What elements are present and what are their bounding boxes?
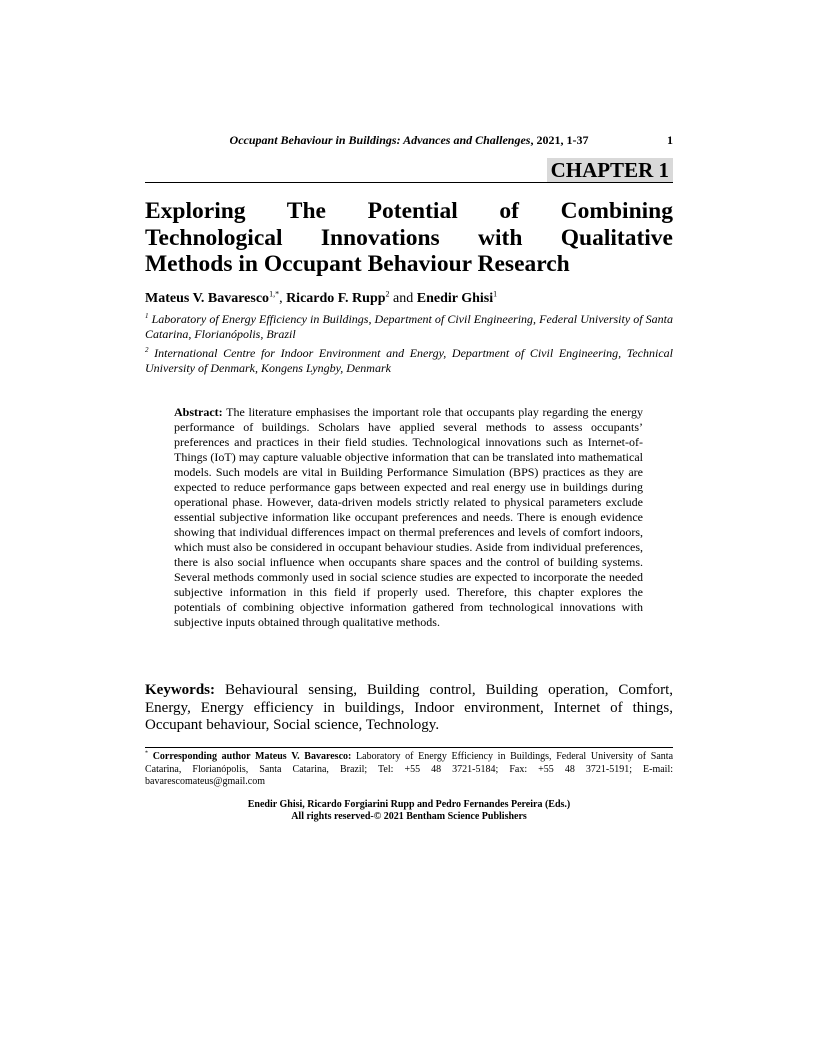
chapter-title	[145, 198, 673, 278]
abstract-label: Abstract:	[174, 405, 223, 419]
page-number: 1	[667, 133, 673, 147]
footnote-mark: *	[145, 750, 148, 757]
chapter-label: CHAPTER 1	[547, 158, 673, 183]
author-separator: and	[389, 291, 417, 306]
editors-line: Enedir Ghisi, Ricardo Forgiarini Rupp and Pedro Fernandes Pereira (Eds.)	[247, 799, 571, 810]
keywords	[145, 682, 673, 735]
abstract	[174, 405, 643, 630]
affiliation-mark: 1	[145, 312, 149, 320]
author-name: Mateus V. Bavaresco	[145, 291, 270, 306]
journal-year-pages: , 2021, 1-37	[530, 133, 589, 147]
abstract-text: The literature emphasises the important role that occupants play regarding the energy performance of buildings. Scholars have applied several methods to assess occupants’ preferences and practices in their field studies. Technological innovations such as Internet-of-Things (IoT) may capture valuable objective information that can be translated into mathematical models. Such models are vital in Building Performance Simulation (BPS) practices as they are expected to reduce performance gaps between expected and real energy use in buildings during operational phase. However, data-driven models strictly related to physical parameters exclude essential subjective information like occupant preferences and needs. There is enough evidence showing that individual differences impact on thermal preferences and levels of comfort indoors, which must also be considered in occupant behaviour studies. Aside from individual preferences, there is also social influence when occupants share spaces and the control of building systems. Several methods commonly used in social science studies are expected to incorporate the needed subjective information in this field if properly used. Therefore, this chapter explores the potentials of combining objective information gathered from technological innovations with subjective inputs obtained through qualitative methods.	[174, 405, 643, 629]
editors-block	[145, 799, 673, 823]
footnote-label: Corresponding author Mateus V. Bavaresco:	[152, 751, 352, 762]
affiliation-mark: 2	[145, 346, 149, 354]
affiliation	[145, 346, 673, 376]
author-affiliation-mark: 1,*	[269, 289, 280, 299]
title-line-2: Technological Innovations with Qualitative	[145, 224, 673, 251]
chapter-rule	[145, 182, 673, 183]
title-line-3: Methods in Occupant Behaviour Research	[145, 251, 570, 277]
author-name: Enedir Ghisi	[416, 291, 494, 306]
journal-title: Occupant Behaviour in Buildings: Advances and Challenges	[229, 133, 531, 147]
author-affiliation-mark: 1	[493, 289, 498, 299]
title-line-1: Exploring The Potential of Combining	[145, 198, 673, 224]
affiliation-text: International Centre for Indoor Environment and Energy, Department of Civil Engineering, Technical University of Denmark, Kongens Lyngby, Denmark	[145, 346, 673, 375]
author-affiliation-mark: 2	[385, 289, 390, 299]
keywords-label: Keywords:	[145, 682, 215, 698]
footnote-rule	[145, 747, 673, 748]
footnote-text: Laboratory of Energy Efficiency in Buildings, Federal University of Santa Catarina, Florianópolis, Santa Catarina, Brazil; Tel: +55 48 3721-5184; Fax: +55 48 3721-5191; E-mail: bavarescomateus@gmail.com	[145, 751, 674, 787]
author-list	[145, 290, 673, 307]
running-head	[145, 133, 673, 147]
keywords-text: Behavioural sensing, Building control, Building operation, Comfort, Energy, Energy efficiency in buildings, Indoor environment, Internet of things, Occupant behaviour, Social science, Technology.	[145, 682, 674, 733]
author-name: Ricardo F. Rupp	[286, 291, 386, 306]
affiliation-text: Laboratory of Energy Efficiency in Buildings, Department of Civil Engineering, Federal University of Santa Catarina, Florianópolis, Brazil	[145, 312, 673, 341]
affiliation	[145, 312, 673, 342]
copyright-line: All rights reserved-© 2021 Bentham Science Publishers	[291, 811, 527, 822]
author-separator: ,	[279, 291, 287, 306]
footnote	[145, 751, 673, 789]
